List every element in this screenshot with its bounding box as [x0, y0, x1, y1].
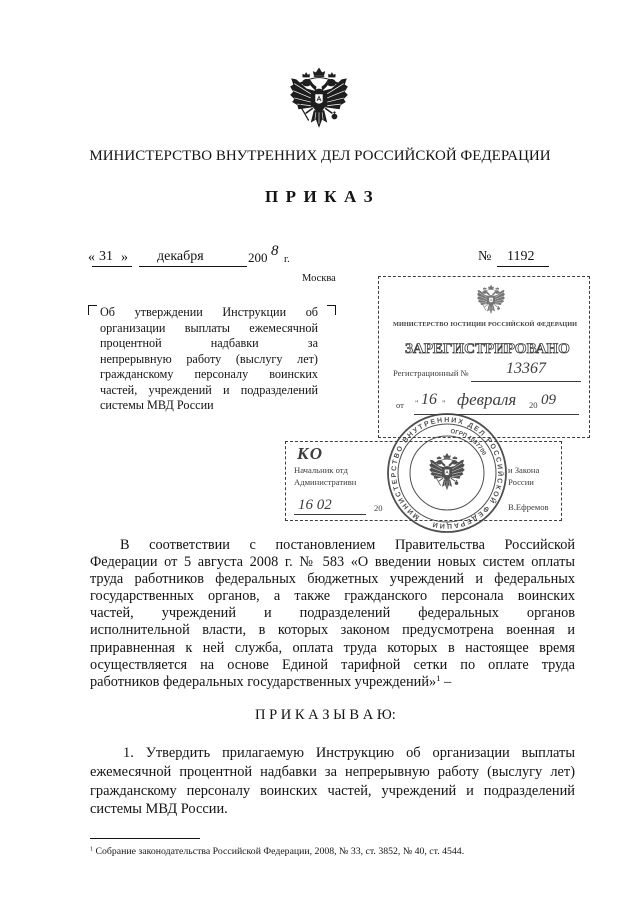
round-seal [386, 412, 508, 534]
copy-stamp-signer: В.Ефремов [508, 502, 549, 512]
registration-date-year-printed: 20 [529, 400, 538, 410]
seal-emblem-icon [429, 453, 464, 490]
copy-stamp-title: КО [297, 444, 325, 463]
preamble-line: исполнительной власти, в которых законом предусмотрена военная и [90, 622, 575, 639]
title-line: системы МВД России [100, 398, 214, 412]
order-item-1 [90, 744, 575, 819]
seal-inner-text-path: ОГРП 1037700 [449, 429, 487, 457]
title-line: Об утверждении Инструкции об [100, 305, 318, 319]
ministry-emblem-icon [288, 66, 350, 134]
date-year-printed: 200 [248, 250, 268, 265]
registration-date-month: февраля [457, 390, 517, 409]
month-underline [139, 266, 247, 267]
copy-stamp-year-printed: 20 [374, 503, 383, 513]
registration-stamp-ministry: МИНИСТЕРСТВО ЮСТИЦИИ РОССИЙСКОЙ ФЕДЕРАЦИИ [393, 321, 577, 328]
preamble-line: приравненная к ней служба, оплата труда которых в настоящее время [90, 639, 575, 656]
seal-outer-text-path: МИНИСТЕРСТВО ВНУТРЕННИХ ДЕЛ РОССИЙСКОЙ ФЕДЕРАЦИИ [390, 416, 504, 530]
footnote-reference: 1 [436, 672, 441, 683]
preamble-line: государственных органов, а также гражданского персонала воинских [90, 588, 575, 605]
preamble-line: Федерации от 5 августа 2008 г. № 583 «О введении новых систем оплаты [90, 554, 575, 571]
number-underline [497, 266, 549, 267]
city: Москва [302, 273, 336, 284]
title-line: организации выплаты ежемесячной [100, 320, 318, 335]
preamble-line: труда работников федеральных бюджетных учреждений и федеральных [90, 571, 575, 588]
copy-stamp-date-underline [294, 514, 366, 515]
date-quote-close: » [121, 250, 128, 265]
title-line: гражданскому персоналу воинских [100, 367, 318, 381]
footnote-text: Собрание законодательства Российской Федерации, 2008, № 33, ст. 3852, № 40, ст. 4544. [93, 846, 465, 857]
preamble-paragraph [90, 537, 575, 691]
registration-date-prefix: от [396, 400, 404, 410]
registration-date-quote-close: " [442, 398, 446, 408]
copy-stamp-line1-right: и Закона [508, 465, 540, 475]
registration-number-underline [471, 381, 581, 382]
registration-date-day: 16 [421, 391, 437, 408]
day-underline [92, 266, 132, 267]
order-item-line: 1. Утвердить прилагаемую Инструкцию об организации выплаты [123, 745, 575, 761]
title-line: частей, учреждений и подразделений [100, 382, 318, 397]
ministry-name: МИНИСТЕРСТВО ВНУТРЕННИХ ДЕЛ РОССИЙСКОЙ ФЕДЕРАЦИИ [89, 148, 551, 164]
copy-stamp-line2-right: России [508, 477, 534, 487]
footnote-mark: 1 [90, 846, 94, 853]
order-word: П Р И К А З Ы В А Ю: [255, 707, 396, 723]
preamble-last-line-tail: – [440, 673, 452, 690]
order-item-line: ежемесячной процентной надбавки за непрерывную работу (выслугу лет) [90, 763, 575, 780]
registration-number: 13367 [506, 360, 546, 377]
title-bracket-left [88, 305, 97, 315]
registration-stamp-status: ЗАРЕГИСТРИРОВАНО [405, 341, 570, 357]
title-line: непрерывную работу (выслугу лет) [100, 351, 318, 366]
registration-stamp-emblem-icon [476, 284, 506, 317]
order-number: 1192 [507, 249, 535, 264]
registration-date-quote-open: " [415, 398, 419, 408]
registration-date-year-handwritten: 09 [541, 392, 556, 408]
footnote-separator [90, 838, 200, 839]
order-item-line: гражданскому персоналу воинских частей, учреждений и подразделений [90, 782, 575, 799]
document-type: П Р И К А З [265, 187, 375, 206]
copy-stamp-line1-left: Начальник отд [294, 465, 348, 475]
title-bracket-right [327, 305, 336, 315]
order-number-label: № [478, 249, 492, 264]
footnote [90, 846, 464, 857]
date-month: декабря [157, 249, 204, 264]
date-year-handwritten: 8 [271, 243, 279, 259]
preamble-line: частей, учреждений и подразделений федеральных органов [90, 605, 575, 622]
date-year-unit: г. [284, 254, 290, 265]
preamble-last-line [90, 674, 575, 691]
preamble-line: осуществляется на основе Единой тарифной сетки по оплате труда [90, 656, 575, 673]
date-quote-open: « [88, 250, 95, 265]
registration-number-label: Регистрационный № [393, 368, 469, 378]
preamble-line: В соответствии с постановлением Правительства Российской [120, 537, 575, 553]
copy-stamp-date-handwritten: 16 02 [298, 497, 332, 513]
date-day: 31 [99, 249, 113, 264]
order-item-line: системы МВД России. [90, 801, 228, 818]
copy-stamp-line2-left: Административн [294, 477, 357, 487]
preamble-last-line-text: работников федеральных государственных учреждений» [90, 673, 437, 690]
title-line: процентной надбавки за [100, 336, 318, 350]
document-title [100, 305, 318, 414]
